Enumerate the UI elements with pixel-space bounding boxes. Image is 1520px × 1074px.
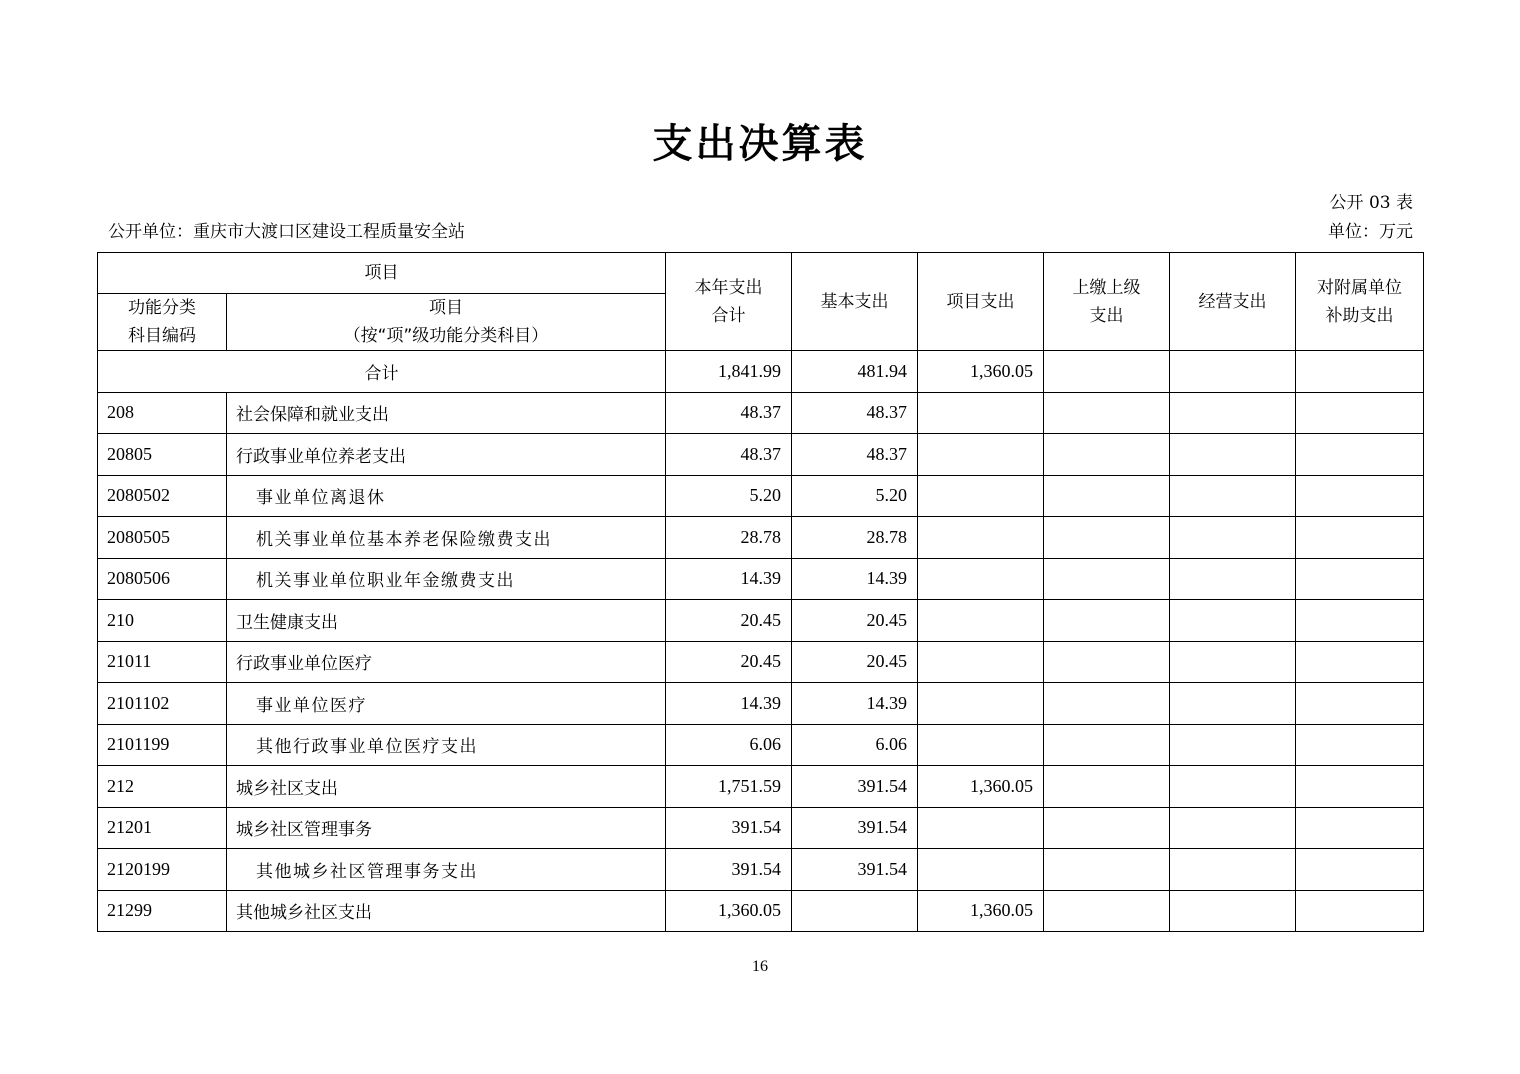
row-code: 20805	[98, 434, 227, 476]
row-business	[1170, 475, 1296, 517]
row-project	[918, 517, 1044, 559]
header-project: 项目支出	[918, 253, 1044, 351]
header-item-line2: （按“项”级功能分类科目）	[343, 326, 549, 346]
expenditure-table	[97, 252, 1424, 932]
row-basic: 20.45	[792, 600, 918, 642]
row-total: 391.54	[666, 849, 792, 891]
row-code: 21299	[98, 890, 227, 932]
row-subsidy	[1296, 434, 1424, 476]
row-business	[1170, 766, 1296, 808]
header-total-line2: 合计	[711, 305, 746, 326]
row-total: 391.54	[666, 807, 792, 849]
row-basic: 14.39	[792, 558, 918, 600]
row-basic: 6.06	[792, 724, 918, 766]
row-project	[918, 600, 1044, 642]
table-row	[98, 517, 1424, 559]
row-name: 机关事业单位基本养老保险缴费支出	[227, 517, 666, 559]
currency-unit: 单位：万元	[1328, 222, 1413, 242]
row-total: 1,360.05	[666, 890, 792, 932]
row-name: 行政事业单位养老支出	[227, 434, 666, 476]
total-label: 合计	[98, 351, 666, 393]
row-business	[1170, 683, 1296, 725]
row-total: 48.37	[666, 434, 792, 476]
row-subsidy	[1296, 766, 1424, 808]
row-project	[918, 807, 1044, 849]
row-code: 2080502	[98, 475, 227, 517]
row-total: 14.39	[666, 683, 792, 725]
row-upper	[1044, 849, 1170, 891]
row-project	[918, 558, 1044, 600]
row-total: 14.39	[666, 558, 792, 600]
row-basic: 391.54	[792, 766, 918, 808]
table-row	[98, 683, 1424, 725]
row-upper	[1044, 683, 1170, 725]
row-name: 其他行政事业单位医疗支出	[227, 724, 666, 766]
header-basic: 基本支出	[792, 253, 918, 351]
row-upper	[1044, 558, 1170, 600]
table-row	[98, 475, 1424, 517]
row-subsidy	[1296, 517, 1424, 559]
row-name: 事业单位离退休	[227, 475, 666, 517]
row-project: 1,360.05	[918, 890, 1044, 932]
row-project	[918, 641, 1044, 683]
row-code: 208	[98, 392, 227, 434]
row-basic	[792, 890, 918, 932]
row-upper	[1044, 890, 1170, 932]
total-amount: 1,841.99	[666, 351, 792, 393]
page-number: 16	[752, 958, 768, 975]
row-subsidy	[1296, 683, 1424, 725]
row-subsidy	[1296, 600, 1424, 642]
row-total: 6.06	[666, 724, 792, 766]
row-upper	[1044, 434, 1170, 476]
row-total: 20.45	[666, 641, 792, 683]
header-upper-line2: 支出	[1089, 305, 1124, 326]
row-total: 48.37	[666, 392, 792, 434]
row-project	[918, 475, 1044, 517]
header-item-line1: 项目	[429, 298, 463, 318]
reporting-unit: 公开单位：重庆市大渡口区建设工程质量安全站	[108, 222, 465, 242]
row-total: 20.45	[666, 600, 792, 642]
header-total-line1: 本年支出	[694, 277, 763, 298]
total-subsidy	[1296, 351, 1424, 393]
row-code: 2120199	[98, 849, 227, 891]
row-total: 5.20	[666, 475, 792, 517]
row-basic: 48.37	[792, 392, 918, 434]
total-upper	[1044, 351, 1170, 393]
table-row	[98, 600, 1424, 642]
row-business	[1170, 641, 1296, 683]
header-code	[98, 294, 227, 351]
row-code: 2080505	[98, 517, 227, 559]
row-upper	[1044, 766, 1170, 808]
row-basic: 391.54	[792, 849, 918, 891]
row-name: 机关事业单位职业年金缴费支出	[227, 558, 666, 600]
row-code: 2101199	[98, 724, 227, 766]
header-item-name	[227, 294, 666, 351]
total-project: 1,360.05	[918, 351, 1044, 393]
row-name: 城乡社区支出	[227, 766, 666, 808]
row-business	[1170, 890, 1296, 932]
row-code: 212	[98, 766, 227, 808]
row-name: 其他城乡社区管理事务支出	[227, 849, 666, 891]
table-number: 公开 03 表	[1329, 193, 1413, 213]
header-upper	[1044, 253, 1170, 351]
row-code: 210	[98, 600, 227, 642]
row-name: 行政事业单位医疗	[227, 641, 666, 683]
total-basic: 481.94	[792, 351, 918, 393]
page-title: 支出决算表	[652, 121, 868, 167]
row-project	[918, 724, 1044, 766]
row-project	[918, 849, 1044, 891]
row-business	[1170, 392, 1296, 434]
row-basic: 48.37	[792, 434, 918, 476]
row-project	[918, 392, 1044, 434]
row-business	[1170, 600, 1296, 642]
table-row	[98, 641, 1424, 683]
row-business	[1170, 517, 1296, 559]
row-business	[1170, 558, 1296, 600]
row-subsidy	[1296, 392, 1424, 434]
total-row	[98, 351, 1424, 393]
header-total	[666, 253, 792, 351]
table-row	[98, 724, 1424, 766]
table-row	[98, 392, 1424, 434]
row-project	[918, 434, 1044, 476]
row-subsidy	[1296, 849, 1424, 891]
row-code: 21011	[98, 641, 227, 683]
header-upper-line1: 上缴上级	[1072, 277, 1141, 298]
row-subsidy	[1296, 558, 1424, 600]
row-upper	[1044, 807, 1170, 849]
row-subsidy	[1296, 641, 1424, 683]
row-name: 其他城乡社区支出	[227, 890, 666, 932]
row-project: 1,360.05	[918, 766, 1044, 808]
row-code: 21201	[98, 807, 227, 849]
row-basic: 28.78	[792, 517, 918, 559]
row-subsidy	[1296, 724, 1424, 766]
header-subsidy-line1: 对附属单位	[1317, 277, 1402, 298]
row-upper	[1044, 724, 1170, 766]
row-basic: 20.45	[792, 641, 918, 683]
row-upper	[1044, 600, 1170, 642]
row-basic: 14.39	[792, 683, 918, 725]
row-code: 2101102	[98, 683, 227, 725]
row-basic: 5.20	[792, 475, 918, 517]
header-business: 经营支出	[1170, 253, 1296, 351]
row-total: 1,751.59	[666, 766, 792, 808]
total-business	[1170, 351, 1296, 393]
row-business	[1170, 434, 1296, 476]
header-subsidy-line2: 补助支出	[1325, 305, 1394, 326]
row-business	[1170, 849, 1296, 891]
row-upper	[1044, 475, 1170, 517]
table-row	[98, 558, 1424, 600]
row-business	[1170, 724, 1296, 766]
table-row	[98, 766, 1424, 808]
header-code-line1: 功能分类	[128, 298, 196, 318]
row-subsidy	[1296, 475, 1424, 517]
table-row	[98, 807, 1424, 849]
row-upper	[1044, 392, 1170, 434]
row-business	[1170, 807, 1296, 849]
header-code-line2: 科目编码	[128, 326, 196, 346]
table-row	[98, 890, 1424, 932]
row-upper	[1044, 517, 1170, 559]
row-subsidy	[1296, 807, 1424, 849]
row-code: 2080506	[98, 558, 227, 600]
row-name: 社会保障和就业支出	[227, 392, 666, 434]
table-row	[98, 849, 1424, 891]
row-upper	[1044, 641, 1170, 683]
row-total: 28.78	[666, 517, 792, 559]
table-row	[98, 434, 1424, 476]
row-name: 城乡社区管理事务	[227, 807, 666, 849]
row-subsidy	[1296, 890, 1424, 932]
row-name: 卫生健康支出	[227, 600, 666, 642]
row-name: 事业单位医疗	[227, 683, 666, 725]
header-subsidy	[1296, 253, 1424, 351]
header-item: 项目	[98, 253, 666, 294]
row-basic: 391.54	[792, 807, 918, 849]
row-project	[918, 683, 1044, 725]
header-row-top	[98, 253, 1424, 294]
